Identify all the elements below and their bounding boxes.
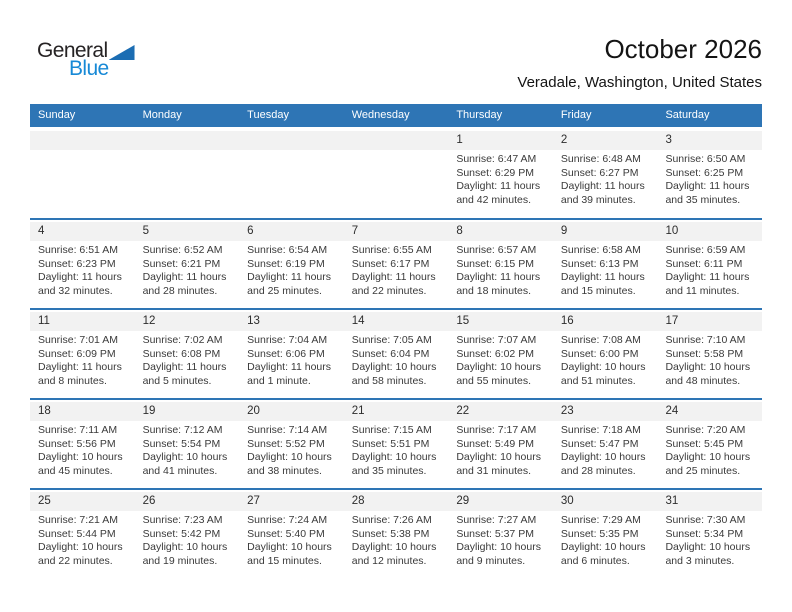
empty-day-details (344, 153, 449, 207)
day-details (135, 334, 240, 388)
day-details (553, 153, 658, 207)
day-number: 18 (38, 405, 51, 417)
day-number: 14 (351, 315, 365, 327)
day-detail-line: Daylight: 10 hours (351, 451, 437, 464)
date-number-band (30, 131, 762, 150)
day-detail-line: Daylight: 10 hours (38, 451, 123, 464)
day-detail-line: and 25 minutes. (665, 464, 741, 477)
day-details-band (30, 244, 762, 298)
weekday-header-row (30, 104, 762, 127)
day-details (448, 244, 553, 298)
day-detail-line: and 41 minutes. (142, 464, 218, 477)
day-detail-line: Daylight: 10 hours (247, 541, 332, 554)
day-number: 7 (351, 225, 359, 237)
day-detail-line: Sunrise: 6:51 AM (38, 244, 118, 256)
day-detail-line: and 9 minutes. (456, 554, 526, 567)
day-details (30, 514, 135, 568)
week-row (30, 218, 762, 308)
day-number: 22 (456, 405, 470, 417)
week-row (30, 127, 762, 218)
day-detail-line: Sunrise: 7:15 AM (351, 424, 432, 436)
day-detail-line: Sunset: 5:38 PM (351, 527, 430, 540)
empty-day-details (135, 153, 240, 207)
day-detail-line: Sunrise: 7:11 AM (38, 424, 118, 436)
day-detail-line: and 55 minutes. (456, 374, 532, 387)
day-detail-line: Sunrise: 6:54 AM (247, 244, 328, 256)
day-detail-line: and 22 minutes. (38, 554, 113, 567)
day-detail-line: Sunset: 5:35 PM (560, 527, 639, 540)
day-detail-line: Sunset: 5:51 PM (351, 437, 430, 450)
day-detail-line: Sunrise: 7:04 AM (247, 334, 328, 346)
day-detail-line: Sunrise: 6:52 AM (142, 244, 223, 256)
day-number: 31 (665, 495, 679, 507)
day-number: 6 (247, 225, 254, 237)
day-detail-line: Daylight: 11 hours (665, 180, 750, 193)
day-number: 11 (38, 315, 50, 327)
day-detail-line: Sunrise: 7:30 AM (665, 514, 746, 526)
day-details (448, 334, 553, 388)
day-number: 13 (247, 315, 260, 327)
day-detail-line: Daylight: 11 hours (247, 361, 332, 374)
day-detail-line: Sunset: 6:00 PM (560, 347, 639, 360)
empty-day-number (239, 131, 344, 150)
day-detail-line: Sunset: 5:56 PM (38, 437, 116, 450)
day-detail-line: Daylight: 10 hours (38, 541, 123, 554)
day-details (344, 424, 449, 478)
day-detail-line: and 58 minutes. (351, 374, 427, 387)
day-number: 29 (456, 495, 470, 507)
day-details (239, 514, 344, 568)
weekday-header-thursday: Thursday (456, 109, 503, 121)
day-details (344, 334, 449, 388)
day-detail-line: Daylight: 10 hours (456, 451, 541, 464)
day-detail-line: Daylight: 11 hours (560, 271, 645, 284)
day-details (30, 244, 135, 298)
day-detail-line: and 42 minutes. (456, 193, 532, 206)
day-number: 15 (456, 315, 470, 327)
week-row (30, 488, 762, 578)
day-detail-line: Sunset: 5:49 PM (456, 437, 534, 450)
day-detail-line: Sunset: 6:08 PM (142, 347, 221, 360)
day-detail-line: and 18 minutes. (456, 284, 532, 297)
day-detail-line: Sunset: 6:15 PM (456, 257, 534, 270)
day-details (553, 424, 658, 478)
title-block (517, 34, 762, 91)
day-detail-line: Sunrise: 7:10 AM (665, 334, 746, 346)
day-details (657, 244, 762, 298)
month-title: October 2026 (604, 34, 762, 64)
logo-text-general: General (37, 39, 108, 62)
weekday-header-friday: Friday (560, 109, 592, 121)
empty-day-details (239, 153, 344, 207)
day-number: 12 (142, 315, 156, 327)
day-number: 19 (142, 405, 156, 417)
day-detail-line: Daylight: 11 hours (247, 271, 332, 284)
day-detail-line: Sunrise: 7:26 AM (351, 514, 432, 526)
day-number: 2 (560, 134, 568, 146)
day-details (448, 424, 553, 478)
day-number: 4 (38, 225, 45, 237)
weekday-header-wednesday: Wednesday (351, 109, 410, 121)
day-detail-line: and 15 minutes. (247, 554, 322, 567)
day-detail-line: Sunrise: 7:18 AM (560, 424, 641, 436)
day-number: 24 (665, 405, 679, 417)
day-detail-line: Sunset: 5:40 PM (247, 527, 325, 540)
empty-day-number (344, 131, 449, 150)
day-details (448, 514, 553, 568)
day-detail-line: Daylight: 11 hours (351, 271, 436, 284)
weekday-header-saturday: Saturday (665, 109, 710, 121)
day-detail-line: Sunrise: 7:23 AM (142, 514, 223, 526)
day-detail-line: Sunrise: 7:17 AM (456, 424, 537, 436)
empty-day-number (30, 131, 135, 150)
day-detail-line: Sunrise: 7:14 AM (247, 424, 328, 436)
date-number-band (30, 222, 762, 241)
day-detail-line: Daylight: 11 hours (665, 271, 750, 284)
day-detail-line: Sunrise: 6:57 AM (456, 244, 537, 256)
day-detail-line: Daylight: 10 hours (247, 451, 332, 464)
day-detail-line: Sunset: 6:13 PM (560, 257, 639, 270)
day-detail-line: Sunrise: 7:05 AM (351, 334, 432, 346)
day-detail-line: Sunrise: 6:48 AM (560, 153, 641, 165)
day-detail-line: Daylight: 10 hours (665, 361, 751, 374)
day-detail-line: Sunset: 6:11 PM (665, 257, 743, 270)
weekday-header-monday: Monday (142, 109, 182, 121)
day-detail-line: Sunrise: 7:27 AM (456, 514, 537, 526)
day-detail-line: Sunrise: 6:55 AM (351, 244, 432, 256)
day-number: 16 (560, 315, 574, 327)
day-number: 9 (560, 225, 568, 237)
day-details (657, 424, 762, 478)
day-detail-line: and 6 minutes. (560, 554, 630, 567)
day-detail-line: Daylight: 11 hours (142, 361, 227, 374)
logo-triangle-icon (109, 45, 135, 60)
day-details (239, 334, 344, 388)
day-details (135, 424, 240, 478)
day-details-band (30, 153, 762, 207)
day-detail-line: Sunrise: 7:24 AM (247, 514, 328, 526)
day-details (344, 514, 449, 568)
day-detail-line: Daylight: 11 hours (38, 361, 122, 374)
day-detail-line: and 3 minutes. (665, 554, 735, 567)
day-number: 23 (560, 405, 574, 417)
day-detail-line: Daylight: 10 hours (351, 541, 437, 554)
day-number: 20 (247, 405, 260, 417)
day-number: 26 (142, 495, 156, 507)
logo-text-blue: Blue (69, 57, 109, 80)
day-detail-line: Sunset: 6:21 PM (142, 257, 221, 270)
day-detail-line: Daylight: 10 hours (665, 451, 751, 464)
day-detail-line: Sunrise: 7:20 AM (665, 424, 746, 436)
date-number-band (30, 312, 762, 331)
day-detail-line: Sunset: 6:23 PM (38, 257, 116, 270)
day-number: 17 (665, 315, 679, 327)
day-detail-line: and 35 minutes. (351, 464, 427, 477)
day-detail-line: Sunrise: 7:21 AM (38, 514, 118, 526)
day-number: 25 (38, 495, 51, 507)
day-number: 8 (456, 225, 463, 237)
day-details-band (30, 334, 762, 388)
day-detail-line: Daylight: 10 hours (560, 361, 646, 374)
day-detail-line: and 22 minutes. (351, 284, 427, 297)
day-detail-line: Sunset: 6:04 PM (351, 347, 430, 360)
day-detail-line: and 12 minutes. (351, 554, 427, 567)
day-detail-line: Daylight: 10 hours (456, 541, 541, 554)
day-detail-line: Sunrise: 7:07 AM (456, 334, 537, 346)
day-detail-line: Daylight: 10 hours (560, 541, 646, 554)
day-detail-line: Sunset: 6:19 PM (247, 257, 325, 270)
day-details-band (30, 424, 762, 478)
day-detail-line: Sunset: 6:02 PM (456, 347, 534, 360)
day-number: 1 (456, 134, 463, 146)
day-details (657, 514, 762, 568)
day-detail-line: Sunset: 6:25 PM (665, 166, 744, 179)
day-detail-line: and 25 minutes. (247, 284, 322, 297)
date-number-band (30, 402, 762, 421)
page-header (0, 0, 792, 104)
day-detail-line: Sunrise: 6:58 AM (560, 244, 641, 256)
day-details (657, 334, 762, 388)
day-detail-line: and 45 minutes. (38, 464, 113, 477)
day-detail-line: and 15 minutes. (560, 284, 636, 297)
day-detail-line: Sunrise: 6:50 AM (665, 153, 746, 165)
day-detail-line: Sunset: 5:44 PM (38, 527, 116, 540)
day-details (657, 153, 762, 207)
day-detail-line: Sunset: 5:34 PM (665, 527, 744, 540)
day-detail-line: Daylight: 11 hours (456, 271, 541, 284)
day-detail-line: and 32 minutes. (38, 284, 113, 297)
day-detail-line: Sunset: 5:37 PM (456, 527, 534, 540)
day-detail-line: Sunset: 5:54 PM (142, 437, 221, 450)
day-detail-line: Sunset: 5:47 PM (560, 437, 639, 450)
day-details (135, 514, 240, 568)
empty-day-number (135, 131, 240, 150)
day-detail-line: Daylight: 10 hours (142, 541, 228, 554)
day-number: 21 (351, 405, 365, 417)
day-detail-line: Daylight: 10 hours (560, 451, 646, 464)
day-details (344, 244, 449, 298)
day-details (30, 334, 135, 388)
day-detail-line: Daylight: 11 hours (456, 180, 541, 193)
day-detail-line: and 1 minute. (247, 374, 311, 387)
day-detail-line: and 11 minutes. (665, 284, 740, 297)
day-details (135, 244, 240, 298)
day-detail-line: Sunrise: 7:29 AM (560, 514, 641, 526)
calendar-grid (30, 104, 762, 578)
date-number-band (30, 492, 762, 511)
day-detail-line: Daylight: 11 hours (560, 180, 645, 193)
day-details (30, 424, 135, 478)
day-detail-line: and 28 minutes. (560, 464, 636, 477)
day-details (239, 244, 344, 298)
day-detail-line: and 39 minutes. (560, 193, 636, 206)
day-detail-line: Daylight: 11 hours (142, 271, 227, 284)
day-detail-line: Daylight: 10 hours (665, 541, 751, 554)
day-detail-line: Sunset: 5:45 PM (665, 437, 744, 450)
day-detail-line: and 35 minutes. (665, 193, 741, 206)
day-detail-line: Sunset: 6:17 PM (351, 257, 430, 270)
day-number: 10 (665, 225, 679, 237)
weekday-header-sunday: Sunday (38, 109, 76, 121)
location-subtitle: Veradale, Washington, United States (517, 74, 762, 91)
day-details (239, 424, 344, 478)
day-detail-line: Sunset: 6:09 PM (38, 347, 116, 360)
day-detail-line: and 28 minutes. (142, 284, 218, 297)
week-row (30, 308, 762, 398)
day-detail-line: Sunset: 6:27 PM (560, 166, 639, 179)
day-detail-line: and 51 minutes. (560, 374, 636, 387)
day-detail-line: and 8 minutes. (38, 374, 107, 387)
day-details (553, 334, 658, 388)
day-details-band (30, 514, 762, 568)
day-number: 5 (142, 225, 149, 237)
day-detail-line: and 48 minutes. (665, 374, 741, 387)
day-number: 28 (351, 495, 365, 507)
day-detail-line: and 38 minutes. (247, 464, 322, 477)
week-row (30, 398, 762, 488)
day-detail-line: Sunrise: 6:47 AM (456, 153, 537, 165)
day-detail-line: Daylight: 10 hours (142, 451, 228, 464)
day-detail-line: Daylight: 10 hours (456, 361, 541, 374)
weeks-container (30, 127, 762, 578)
day-number: 30 (560, 495, 574, 507)
day-detail-line: Sunset: 6:06 PM (247, 347, 325, 360)
day-detail-line: Sunset: 6:29 PM (456, 166, 534, 179)
day-detail-line: Sunrise: 7:08 AM (560, 334, 641, 346)
day-detail-line: Sunrise: 7:01 AM (38, 334, 118, 346)
day-number: 27 (247, 495, 260, 507)
day-detail-line: Daylight: 10 hours (351, 361, 437, 374)
weekday-header-tuesday: Tuesday (247, 109, 289, 121)
day-detail-line: Sunset: 5:42 PM (142, 527, 221, 540)
day-detail-line: Sunrise: 7:02 AM (142, 334, 223, 346)
day-detail-line: and 19 minutes. (142, 554, 218, 567)
empty-day-details (30, 153, 135, 207)
general-blue-logo (37, 40, 135, 79)
day-detail-line: and 31 minutes. (456, 464, 532, 477)
day-detail-line: and 5 minutes. (142, 374, 212, 387)
day-details (553, 514, 658, 568)
day-details (448, 153, 553, 207)
day-number: 3 (665, 134, 672, 146)
day-detail-line: Daylight: 11 hours (38, 271, 122, 284)
day-detail-line: Sunset: 5:58 PM (665, 347, 744, 360)
day-detail-line: Sunrise: 6:59 AM (665, 244, 746, 256)
day-detail-line: Sunrise: 7:12 AM (142, 424, 223, 436)
day-details (553, 244, 658, 298)
day-detail-line: Sunset: 5:52 PM (247, 437, 325, 450)
